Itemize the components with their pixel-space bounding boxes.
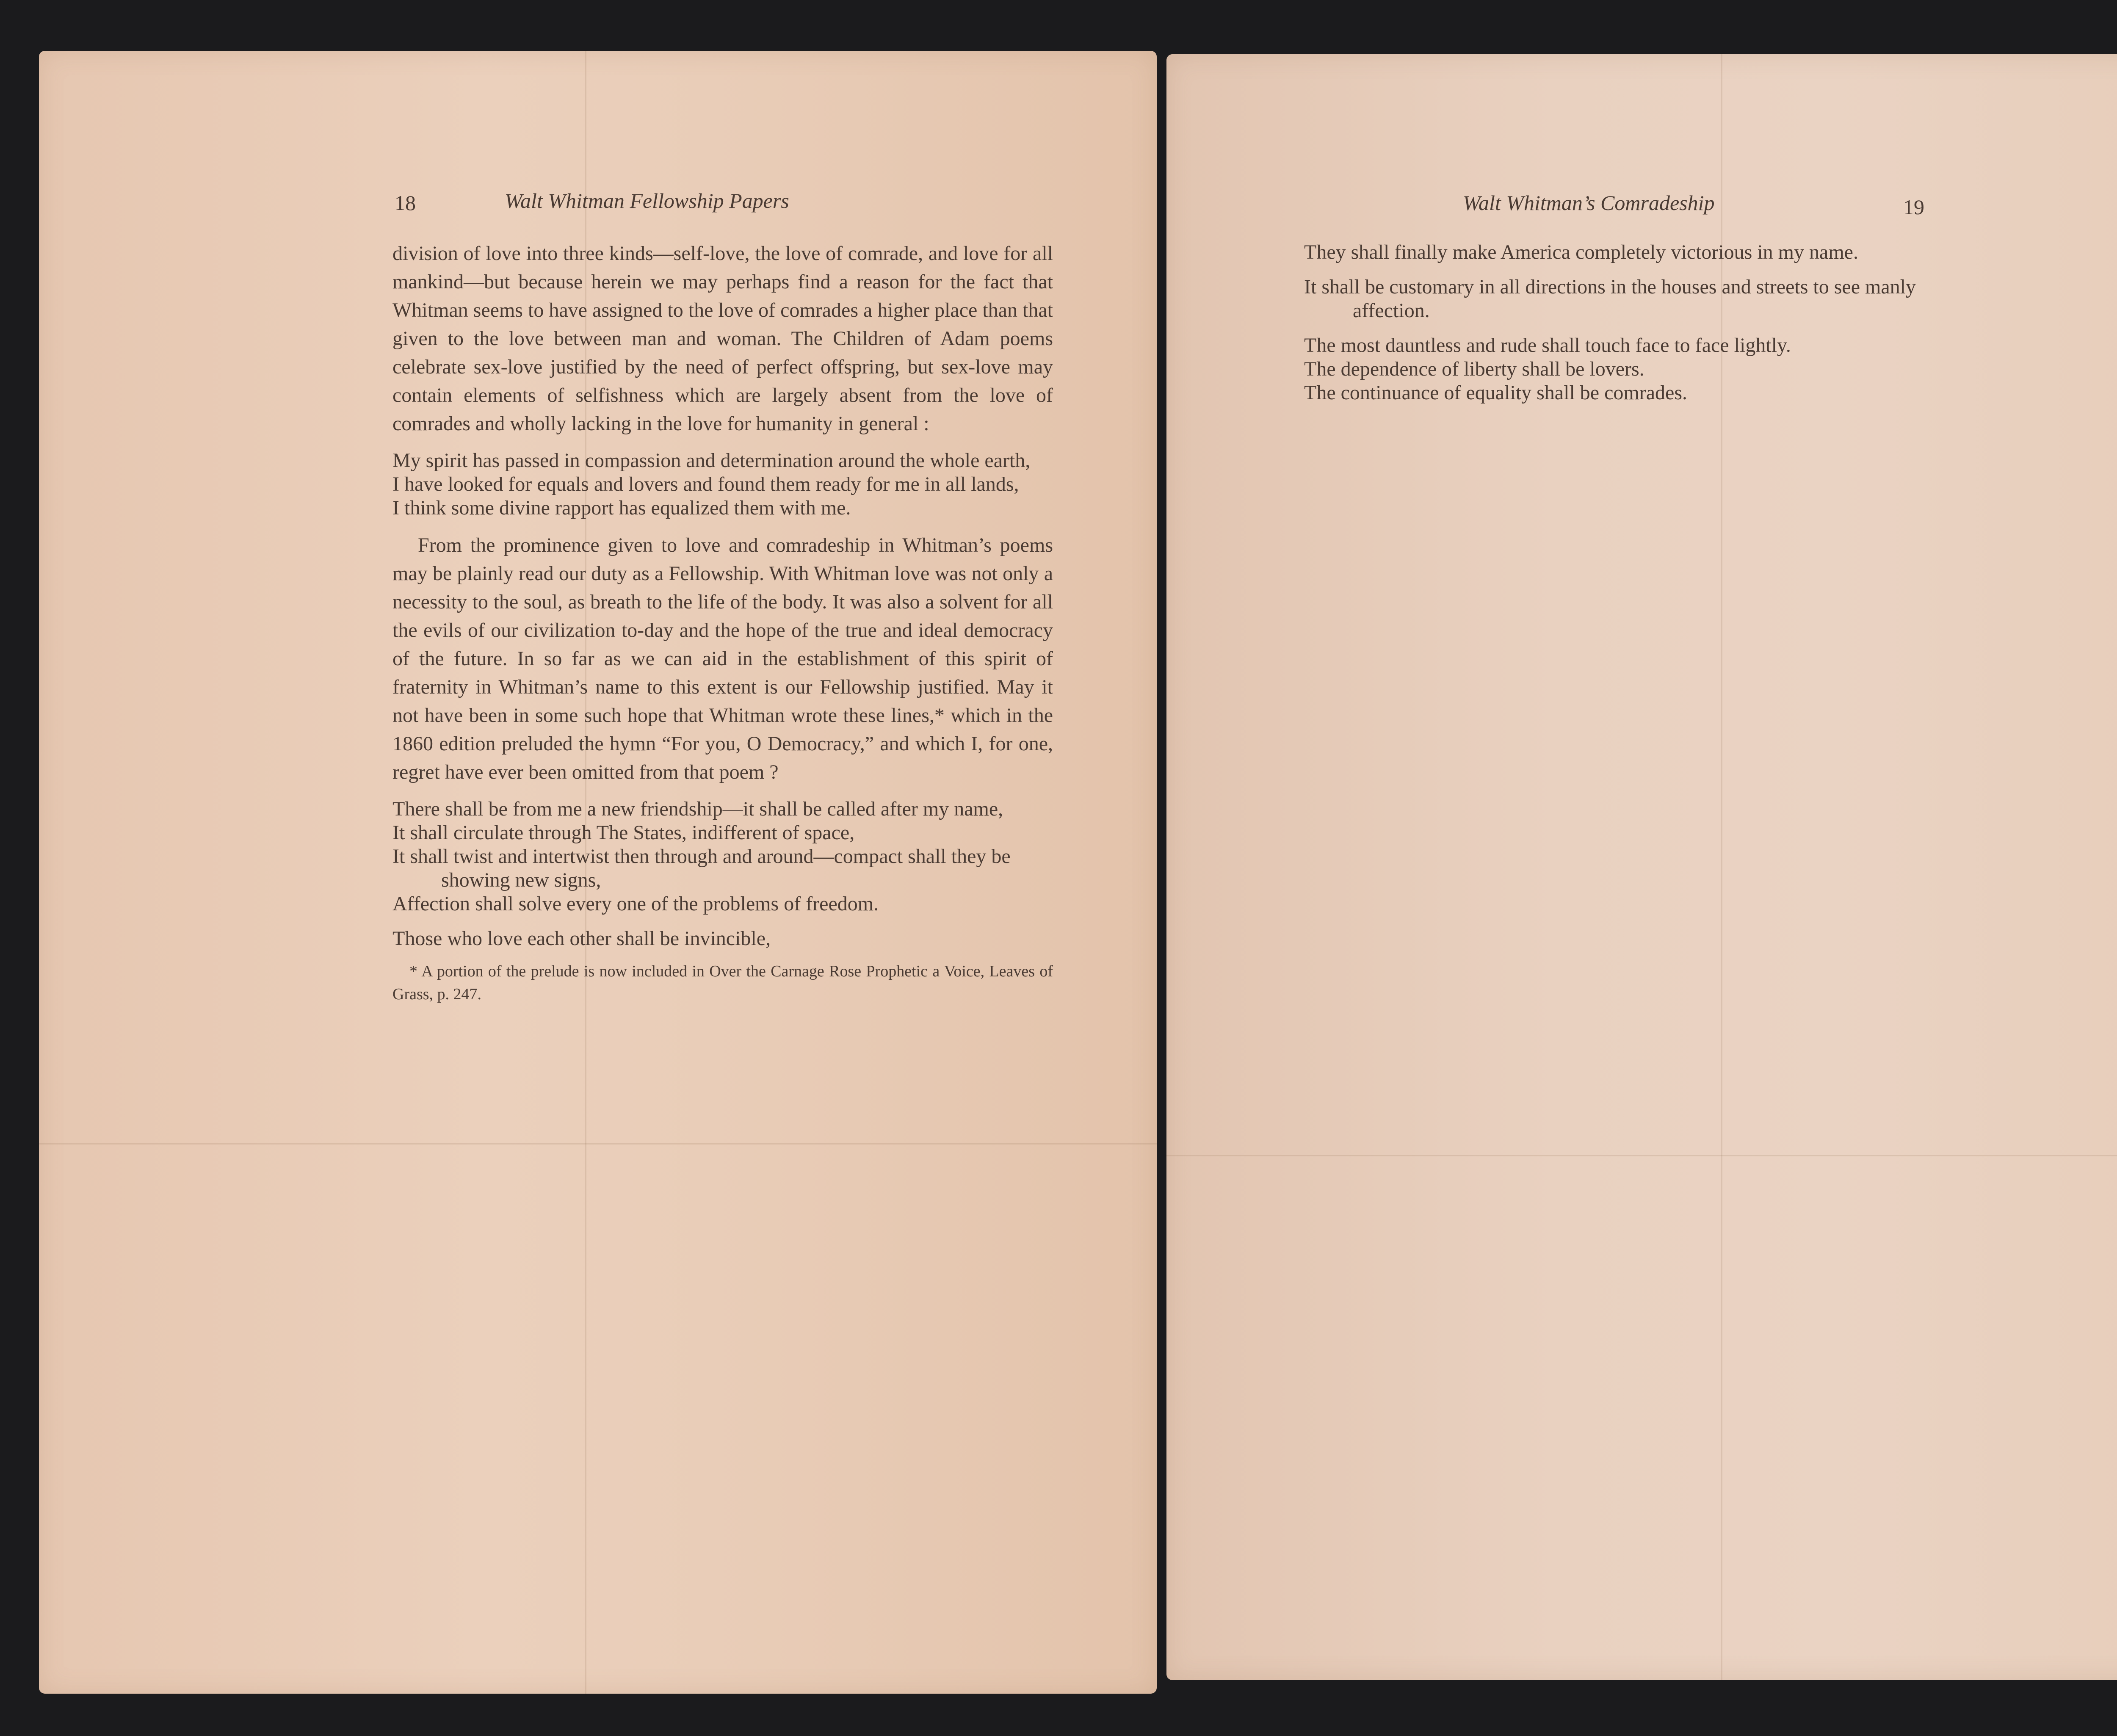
verse-stanza (1304, 275, 1926, 323)
verse-line: The continuance of equality shall be comrades. (1304, 381, 1687, 404)
verse-line: The dependence of liberty shall be lovers. (1304, 358, 1644, 380)
right-text-block (1304, 240, 1926, 416)
verse-line: I think some divine rapport has equalized them with me. (392, 497, 851, 519)
page-number: 19 (1903, 195, 1924, 219)
running-head-title: Walt Whitman’s Comradeship (1463, 191, 1715, 215)
right-page (1166, 54, 2117, 1680)
verse-stanza (392, 797, 1053, 916)
left-text-block (392, 239, 1053, 1006)
verse-line: It shall twist and intertwist then through and around—compact shall they be showing new signs, (392, 845, 1011, 891)
verse-line: There shall be from me a new friendship—it shall be called after my name, (392, 798, 1003, 820)
running-head (1463, 191, 1715, 215)
page-number: 18 (395, 191, 416, 215)
verse-stanza (1304, 240, 1926, 264)
verse-line: It shall circulate through The States, indifferent of space, (392, 821, 855, 844)
paragraph: division of love into three kinds—self-love, the love of comrade, and love for all mankind—but because herein we may perhaps find a reason for the fact that Whitman seems to have assigned to the love of comrades a higher place than that given to the love between man and woman. The Children of Adam poems celebrate sex-love justified by the need of perfect offspring, but sex-love may contain elements of selfishness which are largely absent from the love of comrades and wholly lacking in the love for humanity in general : (392, 242, 1053, 435)
page-fold (1166, 1155, 2117, 1156)
verse-line: Those who love each other shall be invincible, (392, 927, 771, 950)
left-page (39, 51, 1157, 1694)
verse-line: The most dauntless and rude shall touch face to face lightly. (1304, 334, 1791, 357)
page-fold (39, 1143, 1157, 1144)
verse-stanza (1304, 334, 1926, 405)
footnote: * A portion of the prelude is now included in Over the Carnage Rose Prophetic a Voice, Leaves of Grass, p. 247. (392, 962, 1053, 1003)
verse-line: My spirit has passed in compassion and determination around the whole earth, (392, 449, 1031, 472)
verse-line: They shall finally make America completely victorious in my name. (1304, 241, 1858, 263)
running-head-title: Walt Whitman Fellowship Papers (505, 189, 789, 213)
paragraph: From the prominence given to love and comradeship in Whitman’s poems may be plainly read our duty as a Fellowship. With Whitman love was not only a necessity to the soul, as breath to the life of the body. It was also a solvent for all the evils of our civilization to-day and the hope of the true and ideal democracy of the future. In so far as we can aid in the establishment of this spirit of fraternity in Whitman’s name to this extent is our Fellowship justified. May it not have been in some such hope that Whitman wrote these lines,* which in the 1860 edition preluded the hymn “For you, O Democracy,” and which I, for one, regret have ever been omitted from that poem ? (392, 534, 1053, 783)
verse-line: I have looked for equals and lovers and found them ready for me in all lands, (392, 473, 1019, 495)
verse-stanza (392, 449, 1053, 520)
verse-line: Affection shall solve every one of the problems of freedom. (392, 893, 879, 915)
verse-stanza (392, 927, 1053, 951)
verse-line: It shall be customary in all directions in the houses and streets to see manly affection. (1304, 276, 1916, 322)
running-head (505, 188, 789, 213)
